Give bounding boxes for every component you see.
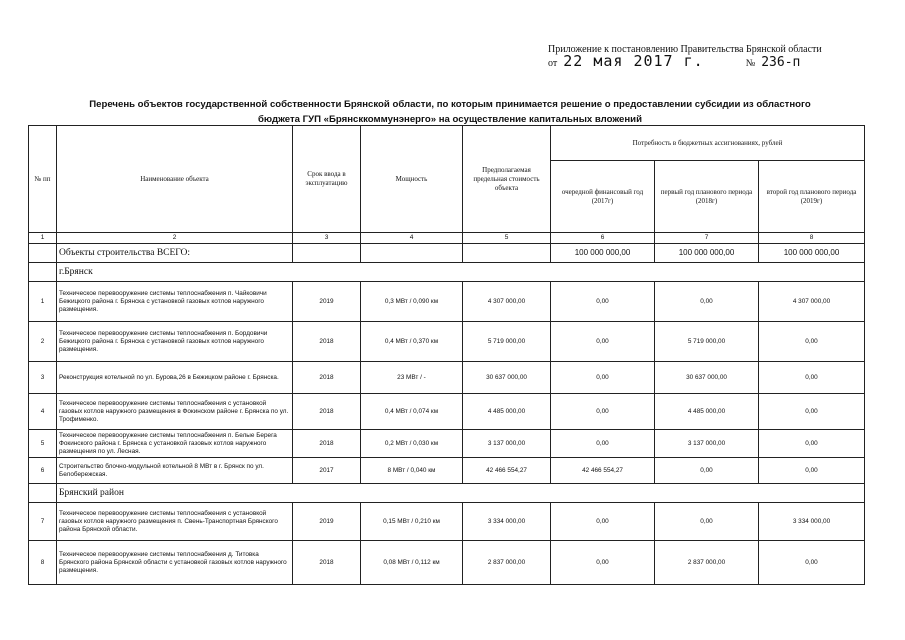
col-number: 8 bbox=[759, 233, 865, 244]
commission-term: 2018 bbox=[293, 430, 361, 458]
title-line-2: бюджета ГУП «Брянсккоммунэнерго» на осуществление капитальных вложений bbox=[258, 114, 642, 125]
year-2-value: 0,00 bbox=[655, 503, 759, 541]
commission-term: 2018 bbox=[293, 362, 361, 394]
table-row bbox=[29, 362, 865, 394]
appendix-number: 236-п bbox=[761, 55, 801, 70]
capacity: 0,3 МВт / 0,090 км bbox=[361, 282, 463, 322]
object-name: Техническое перевооружение системы теплоснабжения д. Титовка Брянского района Брянской области с установкой газовых котлов наружного размещения. bbox=[57, 541, 293, 585]
year-3-value: 0,00 bbox=[759, 394, 865, 430]
col-number: 2 bbox=[57, 233, 293, 244]
object-name: Строительство блочно-модульной котельной 8 МВт в г. Брянск по ул. Белобережская. bbox=[57, 458, 293, 484]
header-year-3: второй год планового периода (2019г) bbox=[759, 161, 865, 233]
section-label: г.Брянск bbox=[57, 263, 865, 282]
capacity: 0,15 МВт / 0,210 км bbox=[361, 503, 463, 541]
year-2-value: 30 637 000,00 bbox=[655, 362, 759, 394]
year-1-value: 0,00 bbox=[551, 541, 655, 585]
header-cost: Предполагаемая предельная стоимость объекта bbox=[463, 126, 551, 233]
total-num-cell bbox=[29, 244, 57, 263]
table-row bbox=[29, 541, 865, 585]
appendix-header bbox=[548, 44, 878, 69]
objects-table bbox=[28, 125, 865, 585]
table-row bbox=[29, 322, 865, 362]
table-row bbox=[29, 394, 865, 430]
header-name: Наименование объекта bbox=[57, 126, 293, 233]
year-2-value: 4 485 000,00 bbox=[655, 394, 759, 430]
total-label: Объекты строительства ВСЕГО: bbox=[57, 244, 293, 263]
year-3-value: 0,00 bbox=[759, 430, 865, 458]
appendix-number-label: № bbox=[745, 58, 756, 69]
table-row bbox=[29, 282, 865, 322]
object-cost: 4 307 000,00 bbox=[463, 282, 551, 322]
year-2-value: 0,00 bbox=[655, 458, 759, 484]
appendix-ot: от bbox=[548, 58, 558, 69]
row-number: 5 bbox=[29, 430, 57, 458]
col-number: 4 bbox=[361, 233, 463, 244]
row-number: 4 bbox=[29, 394, 57, 430]
object-name: Реконструкция котельной по ул. Бурова,26 в Бежицком районе г. Брянска. bbox=[57, 362, 293, 394]
total-year-2: 100 000 000,00 bbox=[655, 244, 759, 263]
capacity: 0,4 МВт / 0,074 км bbox=[361, 394, 463, 430]
year-1-value: 0,00 bbox=[551, 503, 655, 541]
year-2-value: 5 719 000,00 bbox=[655, 322, 759, 362]
title-line-1: Перечень объектов государственной собственности Брянской области, по которым принимается решение о предоставлении субсидии из областного bbox=[89, 99, 811, 110]
capacity: 23 МВт / - bbox=[361, 362, 463, 394]
row-number: 7 bbox=[29, 503, 57, 541]
year-3-value: 0,00 bbox=[759, 458, 865, 484]
col-number: 1 bbox=[29, 233, 57, 244]
total-year-3: 100 000 000,00 bbox=[759, 244, 865, 263]
year-2-value: 2 837 000,00 bbox=[655, 541, 759, 585]
year-3-value: 4 307 000,00 bbox=[759, 282, 865, 322]
commission-term: 2019 bbox=[293, 282, 361, 322]
commission-term: 2019 bbox=[293, 503, 361, 541]
header-row-1 bbox=[29, 126, 865, 161]
year-1-value: 0,00 bbox=[551, 394, 655, 430]
year-3-value: 0,00 bbox=[759, 541, 865, 585]
year-2-value: 0,00 bbox=[655, 282, 759, 322]
year-1-value: 0,00 bbox=[551, 362, 655, 394]
total-row bbox=[29, 244, 865, 263]
header-year-2: первый год планового периода (2018г) bbox=[655, 161, 759, 233]
column-numbers-row bbox=[29, 233, 865, 244]
section-row-bryansk-district bbox=[29, 484, 865, 503]
total-empty-cell bbox=[293, 244, 361, 263]
object-name: Техническое перевооружение системы теплоснабжения п. Бордовичи Бежицкого района г. Брянска с установкой газовых котлов наружного размещения. bbox=[57, 322, 293, 362]
section-num-cell bbox=[29, 484, 57, 503]
header-year-1: очередной финансовый год (2017г) bbox=[551, 161, 655, 233]
appendix-date: 22 мая 2017 г. bbox=[563, 52, 704, 70]
object-name: Техническое перевооружение системы теплоснабжения п. Белые Берега Фокинского района г. Брянска с установкой газовых котлов наружного размещения по ул. Лесная. bbox=[57, 430, 293, 458]
year-1-value: 0,00 bbox=[551, 322, 655, 362]
commission-term: 2018 bbox=[293, 322, 361, 362]
table-row bbox=[29, 503, 865, 541]
row-number: 3 bbox=[29, 362, 57, 394]
object-cost: 4 485 000,00 bbox=[463, 394, 551, 430]
document-title bbox=[40, 97, 860, 127]
table-row bbox=[29, 458, 865, 484]
header-num: № пп bbox=[29, 126, 57, 233]
commission-term: 2018 bbox=[293, 394, 361, 430]
header-need-group: Потребность в бюджетных ассигнованиях, рублей bbox=[551, 126, 865, 161]
year-1-value: 0,00 bbox=[551, 282, 655, 322]
section-row-bryansk bbox=[29, 263, 865, 282]
capacity: 0,4 МВт / 0,370 км bbox=[361, 322, 463, 362]
row-number: 2 bbox=[29, 322, 57, 362]
year-3-value: 0,00 bbox=[759, 322, 865, 362]
row-number: 6 bbox=[29, 458, 57, 484]
total-year-1: 100 000 000,00 bbox=[551, 244, 655, 263]
capacity: 0,2 МВт / 0,030 км bbox=[361, 430, 463, 458]
col-number: 6 bbox=[551, 233, 655, 244]
header-power: Мощность bbox=[361, 126, 463, 233]
appendix-date-line bbox=[548, 52, 878, 70]
object-cost: 5 719 000,00 bbox=[463, 322, 551, 362]
object-name: Техническое перевооружение системы теплоснабжения с установкой газовых котлов наружного размещения в Фокинском районе г. Брянска по ул. Трофименко. bbox=[57, 394, 293, 430]
object-cost: 3 334 000,00 bbox=[463, 503, 551, 541]
object-name: Техническое перевооружение системы теплоснабжения с установкой газовых котлов наружного размещения п. Свень-Транспортная Брянского района Брянской области. bbox=[57, 503, 293, 541]
capacity: 0,08 МВт / 0,112 км bbox=[361, 541, 463, 585]
table-row bbox=[29, 430, 865, 458]
year-1-value: 42 466 554,27 bbox=[551, 458, 655, 484]
col-number: 7 bbox=[655, 233, 759, 244]
section-label: Брянский район bbox=[57, 484, 865, 503]
col-number: 3 bbox=[293, 233, 361, 244]
year-3-value: 3 334 000,00 bbox=[759, 503, 865, 541]
commission-term: 2018 bbox=[293, 541, 361, 585]
object-cost: 2 837 000,00 bbox=[463, 541, 551, 585]
year-3-value: 0,00 bbox=[759, 362, 865, 394]
header-term: Срок ввода в эксплуатацию bbox=[293, 126, 361, 233]
section-num-cell bbox=[29, 263, 57, 282]
col-number: 5 bbox=[463, 233, 551, 244]
year-1-value: 0,00 bbox=[551, 430, 655, 458]
appendix-line: Приложение к постановлению Правительства Брянской области bbox=[548, 44, 822, 55]
year-2-value: 3 137 000,00 bbox=[655, 430, 759, 458]
object-cost: 3 137 000,00 bbox=[463, 430, 551, 458]
total-empty-cell bbox=[361, 244, 463, 263]
object-name: Техническое перевооружение системы теплоснабжения п. Чайковичи Бежицкого района г. Брянска с установкой газовых котлов наружного размещения. bbox=[57, 282, 293, 322]
object-cost: 42 466 554,27 bbox=[463, 458, 551, 484]
capacity: 8 МВт / 0,040 км bbox=[361, 458, 463, 484]
row-number: 1 bbox=[29, 282, 57, 322]
row-number: 8 bbox=[29, 541, 57, 585]
total-empty-cell bbox=[463, 244, 551, 263]
commission-term: 2017 bbox=[293, 458, 361, 484]
object-cost: 30 637 000,00 bbox=[463, 362, 551, 394]
